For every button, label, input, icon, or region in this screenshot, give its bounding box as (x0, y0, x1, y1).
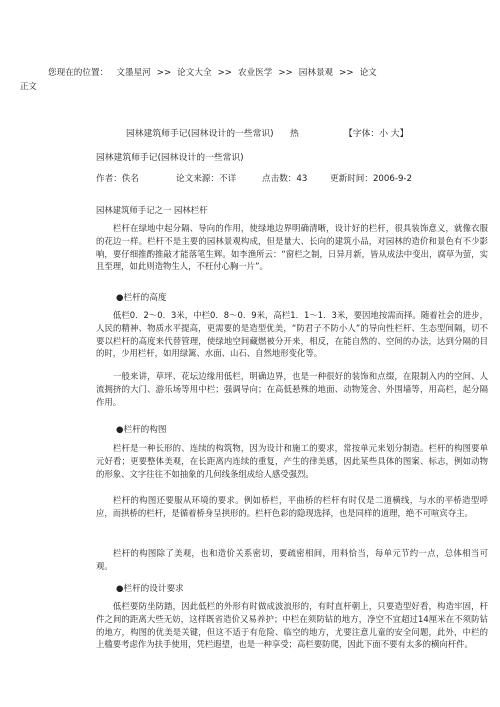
intro-heading: 园林建筑师手记之一 园林栏杆 (96, 205, 208, 215)
article-subtitle: 园林建筑师手记(园林设计的一些常识) (96, 153, 244, 163)
breadcrumb-item-home[interactable]: 文墨星河 (116, 68, 151, 78)
meta-author: 作者：佚名 (96, 174, 139, 184)
breadcrumb-item-papers[interactable]: 论文大全 (177, 68, 212, 78)
meta-updated: 更新时间：2006-9-2 (330, 174, 412, 184)
paragraph-5: 栏杆的构图还要服从环境的要求。例如桥栏，平曲桥的栏杆有时仅是二道横线，与水的平桥造型呼应，而拱桥的栏杆，是循着桥身呈拱形的。栏杆色彩的隐现选择，也是同样的道理，绝不可喧宾夺主。 (96, 495, 488, 518)
paragraph-7: 低栏要防坐防踏，因此低栏的外形有时做成波浪形的，有时直杆朝上，只要造型好看，构造牢固，杆件之间的距离大些无妨，这样既省造价又易养护；中栏在须防钻的地方，净空不宜超过14厘米在不须防钻的地方，构图的优美是关键，但这不适于有危险、临空的地方，尤要注意儿童的安全问题，此外，中栏的上槛要考虑作为扶手使用，凭栏遐望，也是一种享受；高栏要防爬，因此下面不要有太多的横向杆件。 (96, 601, 488, 650)
breadcrumb-item-agriculture[interactable]: 农业医学 (237, 68, 273, 78)
breadcrumb-item-paper[interactable]: 论文 (359, 68, 377, 78)
paragraph-1: 栏杆在绿地中起分隔、导向的作用，使绿地边界明确清晰，设计好的栏杆，很具装饰意义，就像衣服的花边一样。栏杆不是主要的园林景观构成，但是量大、长向的建筑小品，对园林的造价和景色有不少影响，要仔细推酌推敲才能落笔生辉。如李渔所云：“窗栏之制，日异月新，皆从成法中变出，腐草为萤，实且至理，如此则造物生人，不枉付心胸一片”。 (96, 223, 488, 272)
section-heading-composition: ●栏杆的构图 (116, 425, 167, 435)
breadcrumb-separator: >> (278, 68, 293, 78)
paragraph-3: 一般来讲，草坪、花坛边缘用低栏，明确边界，也是一种很好的装饰和点缀，在限制入内的空间、人流拥挤的大门、游乐场等用中栏；强调导向；在高低悬殊的地面、动物笼舍、外围墙等，用高栏，起分隔作用。 (96, 371, 488, 407)
article-meta (96, 172, 486, 184)
section-heading-height: ●栏杆的高度 (116, 293, 167, 303)
breadcrumb-separator: >> (156, 68, 172, 78)
hot-label: 热 (290, 129, 299, 139)
paragraph-2: 低栏0．2～0．3米，中栏0．8～0．9米，高栏1．1～1．3米，要因地按需而择。随着社会的进步，人民的精神、物质水平提高，更需要的是造型优美，“防君子不防小人”的导向性栏杆、生态型间隔，切不要以栏杆的高度来代替管理，使绿地空间藏燃被分开来，相反，在能自然的、空间的办法，达到分隔的目的时，少用栏杆，如用绿篱、水面、山石、自然地形变化等。 (96, 310, 488, 359)
breadcrumb-trail: 正文 (20, 81, 37, 91)
page-title: 园林建筑师手记(园林设计的一些常识) (126, 129, 274, 139)
breadcrumb-separator: >> (217, 68, 232, 78)
article-title-row (0, 126, 500, 140)
breadcrumb-prefix: 您现在的位置： (48, 68, 109, 78)
section-heading-requirements: ●栏杆的设计要求 (116, 584, 184, 594)
paragraph-4: 栏杆是一种长形的、连续的构筑物，因为设计和施工的要求，常按单元来划分制造。栏杆的构图要单元好看；更要整体美观，在长距离内连续的重复，产生的律美感，因此某些具体的图案、标志，例如动物的形象、文字往往不如抽象的几何线条组成给人感受强烈。 (96, 443, 488, 479)
meta-hits: 点击数：43 (262, 174, 308, 184)
breadcrumb-item-landscape[interactable]: 园林景观 (298, 68, 334, 78)
font-size-control[interactable]: 【字体：小 大】 (344, 129, 409, 139)
meta-source: 论文来源：不详 (176, 174, 237, 184)
paragraph-6: 栏杆的构图除了美观，也和造价关系密切，要疏密相间，用料恰当，每单元节约一点，总体相当可观。 (96, 548, 488, 571)
breadcrumb-separator: >> (339, 68, 354, 78)
breadcrumb (48, 66, 458, 80)
